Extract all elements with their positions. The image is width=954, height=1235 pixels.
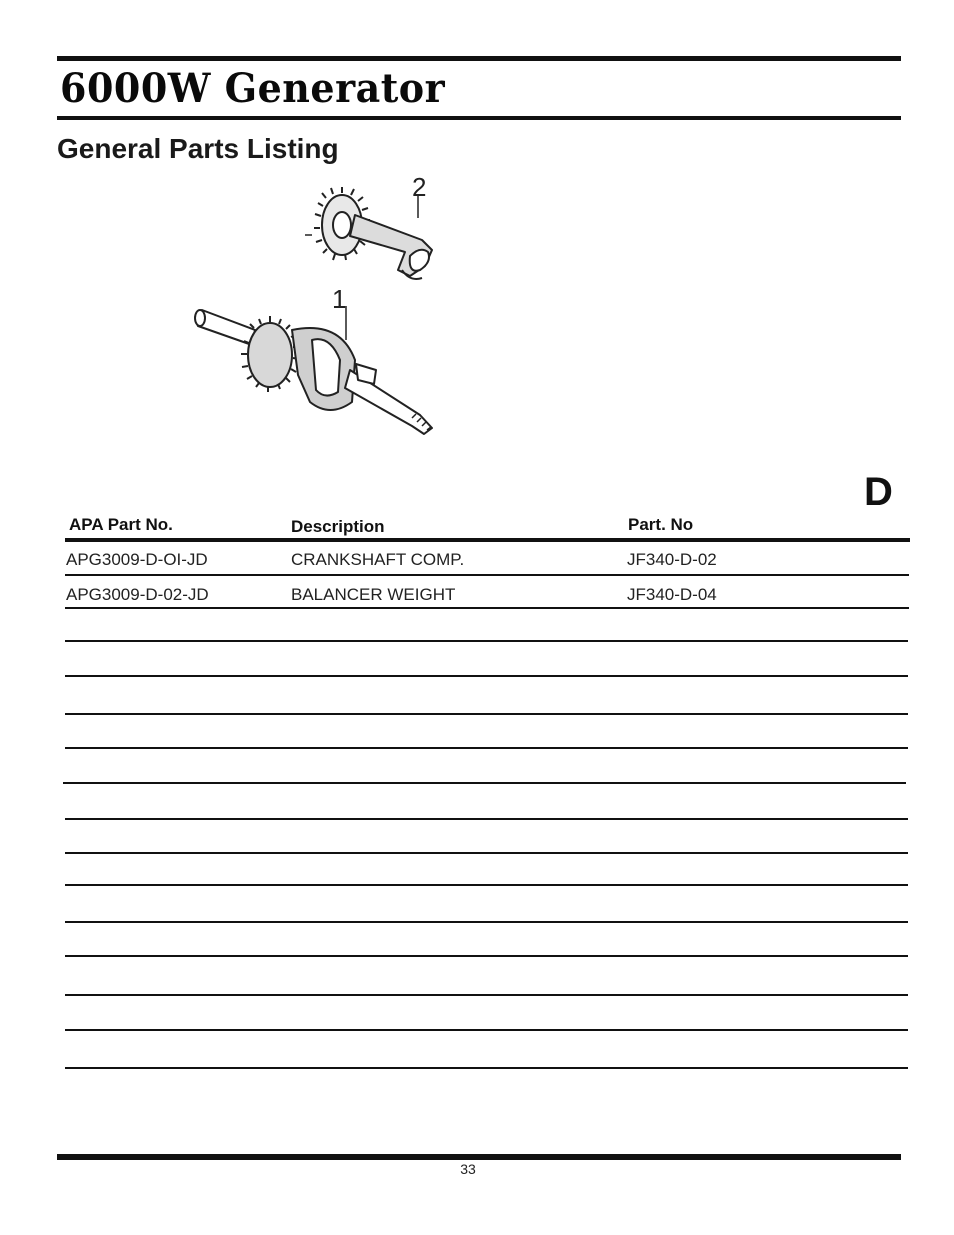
- table-row-rule: [65, 884, 908, 886]
- table-row-rule: [65, 921, 908, 923]
- table-row-rule: [65, 818, 908, 820]
- section-letter: D: [864, 470, 893, 514]
- crankshaft-illustration: [195, 310, 432, 434]
- table-row-2-part-no: JF340-D-04: [627, 585, 717, 604]
- table-row-rule: [65, 994, 908, 996]
- table-row-rule: [65, 955, 908, 957]
- table-row-1-apa-part-no: APG3009-D-OI-JD: [66, 550, 208, 569]
- column-header-description: Description: [291, 517, 385, 536]
- table-row-rule: [65, 675, 908, 677]
- table-row-rule: [65, 1067, 908, 1069]
- crankshaft-diagram: [180, 170, 480, 450]
- table-row-rule: [65, 713, 908, 715]
- column-header-apa-part-no: APA Part No.: [69, 515, 173, 534]
- page-number: 33: [460, 1161, 476, 1177]
- table-row-rule: [65, 607, 909, 609]
- section-subtitle: General Parts Listing: [57, 133, 339, 164]
- table-row-1-part-no: JF340-D-02: [627, 550, 717, 569]
- table-row-rule: [65, 852, 908, 854]
- callout-1: 1: [332, 284, 347, 314]
- table-row-rule: [65, 1029, 908, 1031]
- table-row-2-apa-part-no: APG3009-D-02-JD: [66, 585, 209, 604]
- callout-2: 2: [412, 172, 427, 202]
- table-row-1-description: CRANKSHAFT COMP.: [291, 550, 465, 569]
- table-row-rule: [63, 782, 906, 784]
- table-row-2-description: BALANCER WEIGHT: [291, 585, 456, 604]
- footer-rule: [57, 1154, 901, 1160]
- table-header-rule: [65, 538, 910, 542]
- table-row-rule: [65, 747, 908, 749]
- table-row-rule: [65, 574, 909, 576]
- column-header-part-no: Part. No: [628, 515, 694, 534]
- table-row-rule: [65, 640, 908, 642]
- page-title: 6000W Generator: [60, 64, 446, 112]
- top-rule: [57, 56, 901, 61]
- title-underline-rule: [57, 116, 901, 120]
